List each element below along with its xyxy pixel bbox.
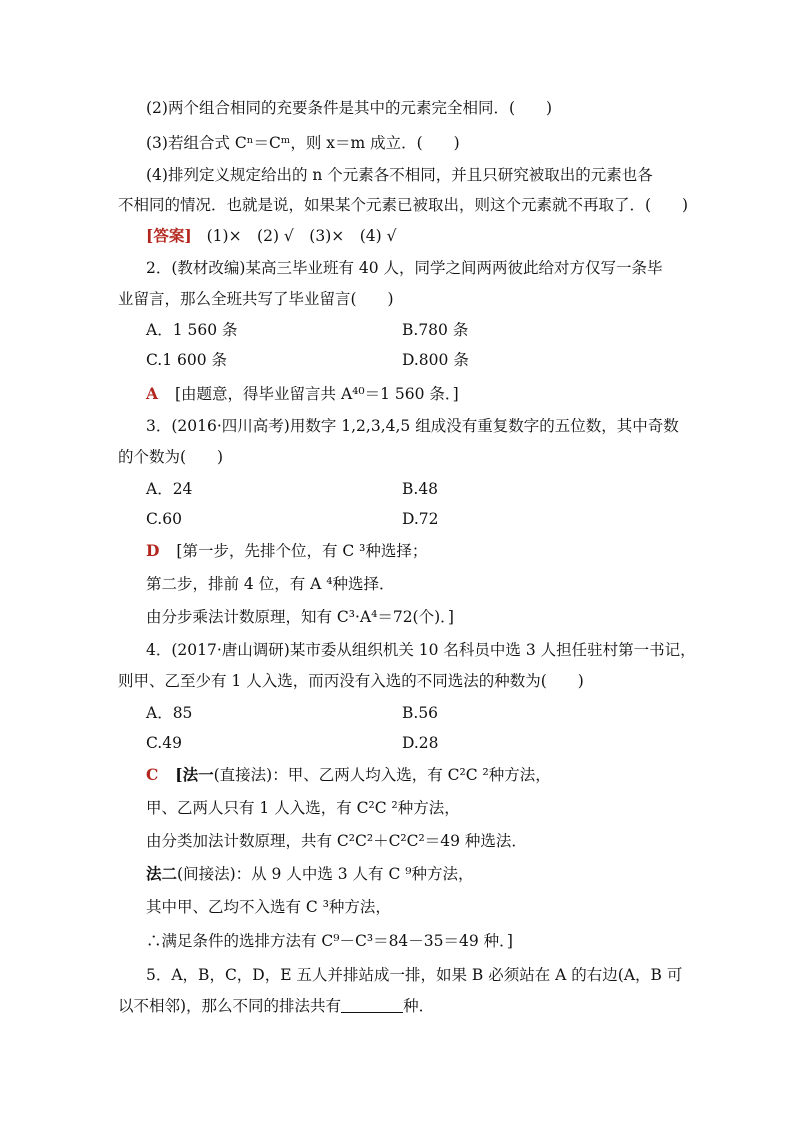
q4-solution-line4 xyxy=(146,864,473,884)
q5-stem-end: 种． xyxy=(403,997,435,1015)
q5-stem-text: 以不相邻)，那么不同的排法共有 xyxy=(118,997,342,1015)
q2-stem-line1: 2．(教材改编)某高三毕业班有 40 人，同学之间两两彼此给对方仅写一条毕 xyxy=(146,259,663,277)
q3-solution-line2: 第二步，排前 4 位，有 A ⁴种选择． xyxy=(146,575,395,593)
q2-option-a: A．1 560 条 xyxy=(146,321,238,339)
q2-stem-line2: 业留言，那么全班共写了毕业留言( ) xyxy=(118,290,394,308)
q4-option-d: D.28 xyxy=(402,734,439,752)
q5-stem-line2 xyxy=(118,996,434,1016)
q1-item-4-line1: (4)排列定义规定给出的 n 个元素各不相同，并且只研究被取出的元素也各 xyxy=(146,166,653,184)
q4-stem-line1: 4．(2017·唐山调研)某市委从组织机关 10 名科员中选 3 人担任驻村第一书记， xyxy=(146,641,696,659)
q4-stem-line2: 则甲、乙至少有 1 人入选，而丙没有入选的不同选法的种数为( ) xyxy=(118,672,584,690)
answer-letter: C xyxy=(146,765,159,784)
q1-answer xyxy=(146,226,397,246)
q4-solution-line6: ∴满足条件的选排方法有 C⁹－C³＝84－35＝49 种．] xyxy=(146,932,513,950)
q2-solution xyxy=(146,384,459,404)
q4-solution-line2: 甲、乙两人只有 1 人入选，有 C²C ²种方法， xyxy=(146,799,460,817)
q4-solution-line1 xyxy=(146,765,551,785)
q2-option-d: D.800 条 xyxy=(402,351,469,369)
answer-tag: [答案] xyxy=(146,226,192,245)
q1-item-3: (3)若组合式 Cⁿ＝Cᵐ，则 x＝m 成立．( ) xyxy=(146,134,460,152)
solution-text: [第一步，先排个位，有 C ³种选择； xyxy=(176,542,428,560)
q3-solution-line1 xyxy=(146,541,427,561)
q4-option-a: A．85 xyxy=(146,704,193,722)
q1-item-4-line2: 不相同的情况．也就是说，如果某个元素已被取出，则这个元素就不再取了．( ) xyxy=(118,196,689,214)
answer-letter: A xyxy=(146,384,159,403)
solution-text: (直接法)：甲、乙两人均入选，有 C²C ²种方法， xyxy=(213,766,551,784)
q4-solution-line3: 由分类加法计数原理，共有 C²C²＋C²C²＝49 种选法． xyxy=(146,832,527,850)
answer-text: (1)× (2) √ (3)× (4) √ xyxy=(206,227,397,245)
solution-text: (间接法)：从 9 人中选 3 人有 C ⁹种方法， xyxy=(177,865,474,883)
q4-option-c: C.49 xyxy=(146,734,182,752)
q1-item-2: (2)两个组合相同的充要条件是其中的元素完全相同．( ) xyxy=(146,99,553,117)
q3-option-d: D.72 xyxy=(402,510,439,528)
q5-stem-line1: 5．A，B，C，D，E 五人并排站成一排，如果 B 必须站在 A 的右边(A，B 可 xyxy=(146,966,683,984)
q3-solution-line3: 由分步乘法计数原理，知有 C³·A⁴＝72(个)．] xyxy=(146,608,454,626)
q3-option-c: C.60 xyxy=(146,510,182,528)
q3-stem-line2: 的个数为( ) xyxy=(118,448,224,466)
q2-option-c: C.1 600 条 xyxy=(146,351,228,369)
solution-text: [由题意，得毕业留言共 A⁴⁰＝1 560 条．] xyxy=(174,385,459,403)
method-one-tag: [法一 xyxy=(175,765,214,784)
q3-option-a: A．24 xyxy=(146,480,193,498)
q2-option-b: B.780 条 xyxy=(402,321,469,339)
q4-solution-line5: 其中甲、乙均不入选有 C ³种方法， xyxy=(146,898,391,916)
method-two-tag: 法二 xyxy=(146,864,178,883)
fill-in-blank xyxy=(341,998,403,1013)
q3-option-b: B.48 xyxy=(402,480,439,498)
answer-letter: D xyxy=(146,541,160,560)
q4-option-b: B.56 xyxy=(402,704,439,722)
q3-stem-line1: 3．(2016·四川高考)用数字 1,2,3,4,5 组成没有重复数字的五位数，其中奇数 xyxy=(146,417,679,435)
